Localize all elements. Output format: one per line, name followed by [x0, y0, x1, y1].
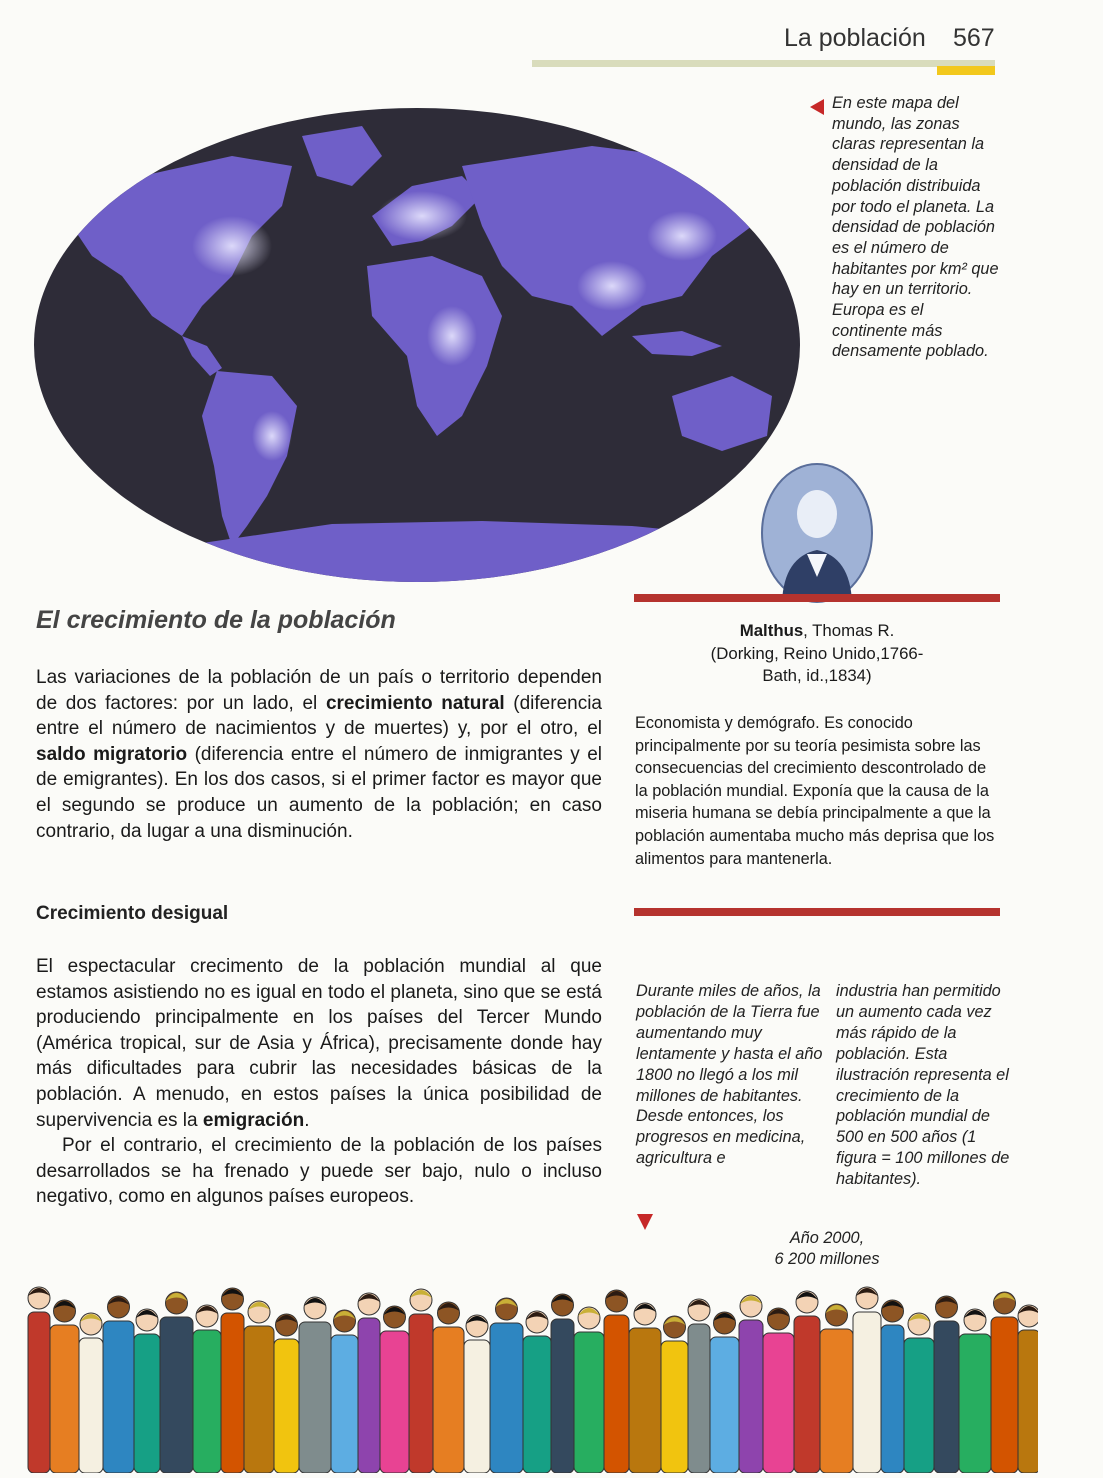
crowd-illustration [18, 1238, 1038, 1473]
crowd-figure [853, 1287, 881, 1473]
p1-text-3: (diferencia entre el número de inmigrantes y el de emigrantes). En los dos casos, si el primer factor es mayor que el segundo se produce un aumento de la población; en caso contrario, da lugar a una disminución. [36, 743, 603, 842]
crowd-figure [358, 1293, 380, 1473]
crowd-figure [409, 1289, 433, 1473]
crowd-figure [244, 1301, 274, 1473]
crowd-figure [433, 1302, 464, 1473]
crowd-figure [79, 1313, 103, 1473]
page-number: 567 [953, 24, 995, 52]
crowd-figure [331, 1310, 358, 1473]
crowd-figure [523, 1311, 551, 1473]
world-population-density-map [32, 106, 802, 584]
crowd-figure [959, 1309, 991, 1473]
crowd-figure [50, 1300, 79, 1473]
year-label-line1: Año 2000, [789, 1229, 865, 1247]
bio-name: Malthus [739, 621, 804, 640]
crowd-figure [464, 1315, 490, 1473]
term-migration-balance: saldo migratorio [36, 743, 188, 765]
running-header-title: La población [784, 24, 926, 52]
bio-bottom-rule [634, 908, 1000, 916]
crowd-figure [490, 1298, 523, 1473]
crowd-figure [604, 1290, 629, 1473]
header-accent-bar [937, 66, 995, 75]
crowd-figure [160, 1292, 193, 1473]
paragraph-population-factors [36, 665, 602, 844]
crowd-figure [629, 1303, 661, 1473]
crowd-figure [28, 1287, 50, 1473]
illustration-caption-right: industria han permitido un aumento cada vez más rápido de la población. Esta ilustración representa el crecimiento de la población mundial de 500 en 500 años (1 figura = 100 millones de habitantes). [836, 982, 1010, 1189]
subheading: Crecimiento desigual [36, 903, 229, 924]
crowd-figure [820, 1304, 853, 1473]
p1-text-2: (diferencia entre el número de nacimientos y de muertes) y, por el otro, el [36, 692, 602, 740]
crowd-figure [710, 1312, 739, 1473]
crowd-figure [661, 1316, 688, 1473]
crowd-figure [574, 1307, 604, 1473]
crowd-figure [904, 1313, 934, 1473]
crowd-figure [299, 1297, 331, 1473]
crowd-figure [1018, 1305, 1038, 1473]
p2-text-1: El espectacular crecimento de la población mundial al que estamos asistiendo no es igual en todo el planeta, sino que se está produciendo principalmente en los países del Tercer Mundo (América tropical, sur de Asia y África), precisamente donde hay más dificultades para cubrir las necesidades básicas de la población. A menudo, en estos países la única posibilidad de supervivencia es la [36, 956, 602, 1131]
crowd-figure [380, 1306, 409, 1473]
p2-block [36, 954, 602, 1133]
crowd-figure [551, 1294, 574, 1473]
malthus-portrait [760, 462, 874, 604]
p2-text-2: . [304, 1109, 310, 1131]
crowd-figure [688, 1299, 710, 1473]
crowd-figure [934, 1296, 959, 1473]
crowd-figure [739, 1295, 763, 1473]
section-title: El crecimiento de la población [36, 606, 396, 634]
crowd-figure [763, 1308, 794, 1473]
crowd-figure [991, 1292, 1018, 1473]
caption-down-arrow-icon [637, 1214, 653, 1230]
crowd-figure [881, 1300, 904, 1473]
header-rule [532, 60, 995, 67]
crowd-figure [103, 1296, 134, 1473]
map-caption: En este mapa del mundo, las zonas claras representan la densidad de la población distribuida por todo el planeta. La densidad de población es el número de habitantes por km² que hay en un territorio. Europa es el continente más densamente poblado. [832, 94, 999, 361]
term-emigration: emigración [202, 1109, 305, 1131]
crowd-figure [134, 1309, 160, 1473]
caption-pointer-arrow-icon [810, 99, 824, 115]
paragraph-unequal-growth [36, 954, 602, 1210]
p1-text-1: Las variaciones de la población de un país o territorio dependen de dos factores: por un lado, el [36, 667, 602, 714]
crowd-figure [193, 1305, 221, 1473]
term-natural-growth: crecimiento natural [325, 692, 505, 714]
crowd-figure [794, 1291, 820, 1473]
bio-dates-line1: (Dorking, Reino Unido,1766- [710, 643, 924, 663]
crowd-figure [274, 1314, 299, 1473]
bio-text: Economista y demógrafo. Es conocido principalmente por su teoría pesimista sobre las consecuencias del crecimiento descontrolado de la población mundial. Exponía que la causa de la miseria humana se debía principalmente a que la población aumentaba mucho más deprisa que los alimentos para mantenerla. [635, 714, 995, 868]
bio-top-rule [634, 594, 1000, 602]
bio-name-rest: , Thomas R. [803, 621, 895, 640]
year-label-line2: 6 200 millones [774, 1249, 880, 1268]
illustration-caption-left: Durante miles de años, la población de la Tierra fue aumentando muy lentamente y hasta el año 1800 no llegó a los mil millones de habitantes. Desde entonces, los progresos en medicina, agricultura e [636, 982, 823, 1168]
bio-dates-line2: Bath, id.,1834) [762, 666, 872, 685]
p3-block: Por el contrario, el crecimiento de la población de los países desarrollados se ha frenado y puede ser bajo, nulo o incluso negativo, como en algunos países europeos. [36, 1135, 602, 1208]
bio-heading [634, 620, 1000, 688]
crowd-figure [221, 1288, 244, 1473]
